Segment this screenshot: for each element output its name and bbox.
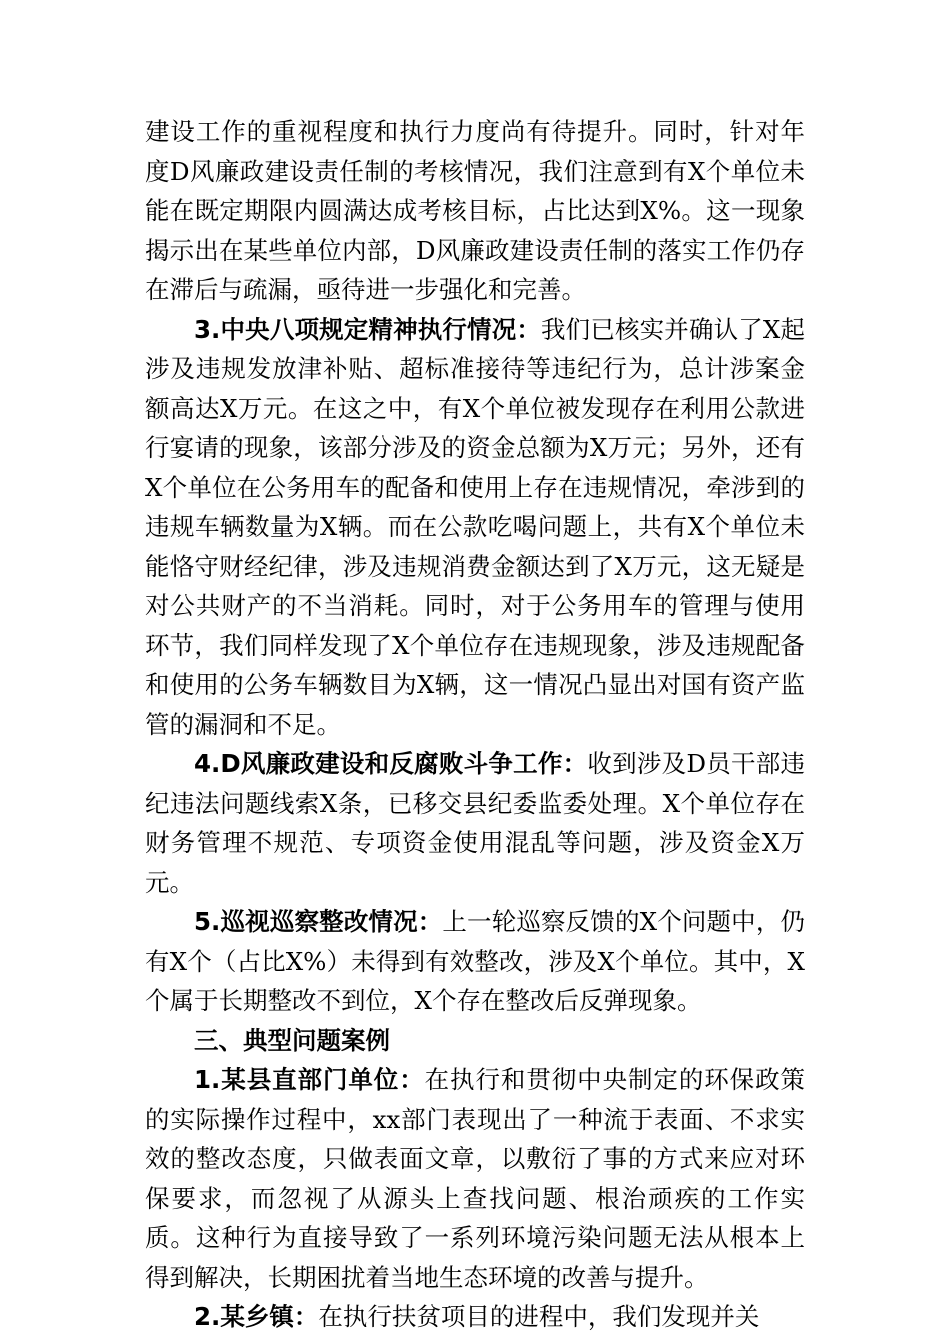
paragraph-text: 建设工作的重视程度和执行力度尚有待提升。同时，针对年度D风廉政建设责任制的考核情况，我们注意到有X个单位未能在既定期限内圆满达成考核目标，占比达到X%。这一现象揭示出在某些单位内部，D风廉政建设责任制的落实工作仍存在滞后与疏漏，亟待进一步强化和完善。 (145, 117, 805, 304)
paragraph-item-4 (145, 744, 805, 902)
case-1-text: 在执行和贯彻中央制定的环保政策的实际操作过程中，xx部门表现出了一种流于表面、不求实效的整改态度，只做表面文章，以敷衍了事的方式来应对环保要求，而忽视了从源头上查找问题、根治顽疾的工作实质。这种行为直接导致了一系列环境污染问题无法从根本上得到解决，长期困扰着当地生态环境的改善与提升。 (145, 1065, 806, 1292)
item-3-heading: 3.中央八项规定精神执行情况： (194, 314, 542, 344)
item-5-text: 上一轮巡察反馈的X个问题中，仍有X个（占比X%）未得到有效整改，涉及X个单位。其中，X个属于长期整改不到位，X个存在整改后反弹现象。 (145, 907, 805, 1015)
paragraph-continued (145, 112, 805, 310)
item-4-heading: 4.D风廉政建设和反腐败斗争工作： (194, 749, 588, 778)
document-body (145, 112, 805, 1337)
section-3-heading: 三、典型问题案例 (194, 1025, 390, 1055)
paragraph-item-3 (145, 310, 805, 745)
case-1-heading: 1.某县直部门单位： (194, 1065, 425, 1094)
paragraph-case-2 (145, 1297, 805, 1337)
item-3-text: 我们已核实并确认了X起涉及违规发放津补贴、超标准接待等违纪行为，总计涉案金额高达X万元。在这之中，有X个单位被发现存在利用公款进行宴请的现象，该部分涉及的资金总额为X万元；另外，还有X个单位在公务用车的配备和使用上存在违规情况，牵涉到的违规车辆数量为X辆。而在公款吃喝问题上，共有X个单位未能恪守财经纪律，涉及违规消费金额达到了X万元，这无疑是对公共财产的不当消耗。同时，对于公务用车的管理与使用环节，我们同样发现了X个单位存在违规现象，涉及违规配备和使用的公务车辆数目为X辆，这一情况凸显出对国有资产监管的漏洞和不足。 (145, 314, 805, 739)
item-4-text: 收到涉及D员干部违纪违法问题线索X条，已移交县纪委监委处理。X个单位存在财务管理不规范、专项资金使用混乱等问题，涉及资金X万元。 (145, 749, 805, 897)
case-2-text: 在执行扶贫项目的进程中，我们发现并关 (318, 1302, 760, 1331)
paragraph-item-5 (145, 902, 805, 1021)
item-5-heading: 5.巡视巡察整改情况： (194, 907, 443, 936)
paragraph-case-1 (145, 1060, 805, 1297)
case-2-heading: 2.某乡镇： (194, 1302, 319, 1331)
